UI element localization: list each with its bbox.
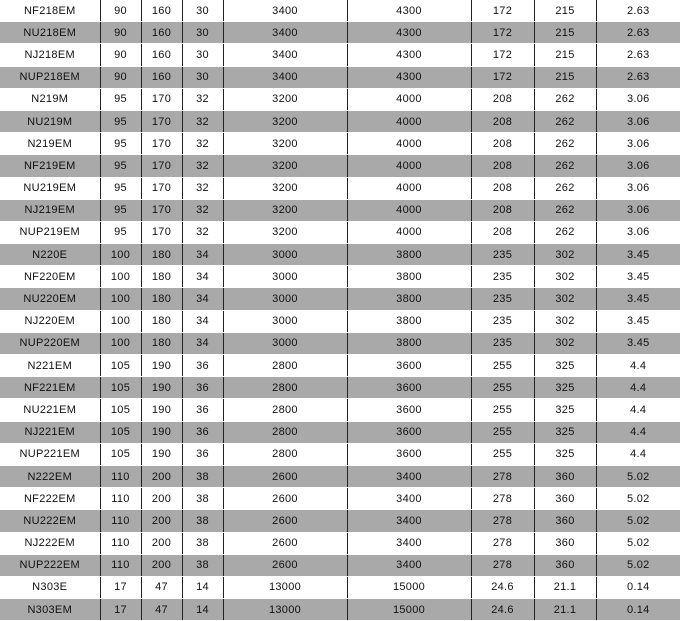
static-load-cell: 215 (534, 44, 596, 66)
model-cell: NU219M (0, 110, 100, 132)
table-row (0, 421, 680, 443)
limit-speed-grease-cell: 3000 (223, 288, 347, 310)
limit-speed-grease-cell: 3200 (223, 199, 347, 221)
static-load-cell: 360 (534, 465, 596, 487)
limit-speed-oil-cell: 3400 (347, 510, 471, 532)
limit-speed-oil-cell: 15000 (347, 599, 471, 621)
limit-speed-grease-cell: 2600 (223, 488, 347, 510)
width-b-cell: 34 (182, 288, 223, 310)
bore-d-cell: 100 (100, 244, 141, 266)
outer-d-cell: 190 (141, 421, 182, 443)
limit-speed-grease-cell: 13000 (223, 599, 347, 621)
width-b-cell: 36 (182, 421, 223, 443)
weight-cell: 5.02 (596, 465, 680, 487)
limit-speed-grease-cell: 3000 (223, 332, 347, 354)
bore-d-cell: 110 (100, 554, 141, 576)
bore-d-cell: 17 (100, 599, 141, 621)
limit-speed-oil-cell: 3400 (347, 532, 471, 554)
model-cell: NU220EM (0, 288, 100, 310)
limit-speed-oil-cell: 4000 (347, 133, 471, 155)
static-load-cell: 262 (534, 199, 596, 221)
model-cell: NF220EM (0, 266, 100, 288)
dynamic-load-cell: 255 (471, 443, 534, 465)
weight-cell: 4.4 (596, 443, 680, 465)
width-b-cell: 30 (182, 22, 223, 44)
dynamic-load-cell: 208 (471, 177, 534, 199)
limit-speed-grease-cell: 3200 (223, 88, 347, 110)
table-row (0, 177, 680, 199)
limit-speed-oil-cell: 4300 (347, 44, 471, 66)
model-cell: NUP221EM (0, 443, 100, 465)
outer-d-cell: 200 (141, 465, 182, 487)
outer-d-cell: 200 (141, 488, 182, 510)
weight-cell: 2.63 (596, 22, 680, 44)
weight-cell: 2.63 (596, 66, 680, 88)
weight-cell: 4.4 (596, 355, 680, 377)
table-row (0, 599, 680, 621)
bore-d-cell: 95 (100, 155, 141, 177)
static-load-cell: 325 (534, 443, 596, 465)
weight-cell: 5.02 (596, 488, 680, 510)
model-cell: N221EM (0, 355, 100, 377)
limit-speed-grease-cell: 3200 (223, 177, 347, 199)
dynamic-load-cell: 24.6 (471, 576, 534, 598)
weight-cell: 3.06 (596, 199, 680, 221)
weight-cell: 0.14 (596, 599, 680, 621)
limit-speed-oil-cell: 4000 (347, 221, 471, 243)
dynamic-load-cell: 208 (471, 110, 534, 132)
static-load-cell: 302 (534, 244, 596, 266)
bore-d-cell: 110 (100, 532, 141, 554)
width-b-cell: 32 (182, 199, 223, 221)
bore-d-cell: 105 (100, 399, 141, 421)
bore-d-cell: 95 (100, 88, 141, 110)
limit-speed-grease-cell: 2600 (223, 465, 347, 487)
limit-speed-oil-cell: 3800 (347, 266, 471, 288)
limit-speed-oil-cell: 4000 (347, 155, 471, 177)
bore-d-cell: 95 (100, 133, 141, 155)
dynamic-load-cell: 235 (471, 332, 534, 354)
table-row (0, 66, 680, 88)
model-cell: N222EM (0, 465, 100, 487)
table-row (0, 288, 680, 310)
outer-d-cell: 170 (141, 88, 182, 110)
bore-d-cell: 105 (100, 443, 141, 465)
width-b-cell: 36 (182, 443, 223, 465)
limit-speed-grease-cell: 2600 (223, 532, 347, 554)
bore-d-cell: 95 (100, 110, 141, 132)
outer-d-cell: 190 (141, 355, 182, 377)
static-load-cell: 302 (534, 310, 596, 332)
limit-speed-grease-cell: 3000 (223, 244, 347, 266)
table-row (0, 465, 680, 487)
width-b-cell: 38 (182, 488, 223, 510)
static-load-cell: 302 (534, 266, 596, 288)
limit-speed-oil-cell: 4300 (347, 66, 471, 88)
model-cell: N219M (0, 88, 100, 110)
outer-d-cell: 190 (141, 443, 182, 465)
width-b-cell: 38 (182, 532, 223, 554)
width-b-cell: 34 (182, 266, 223, 288)
table-row (0, 399, 680, 421)
model-cell: NJ222EM (0, 532, 100, 554)
outer-d-cell: 47 (141, 599, 182, 621)
limit-speed-oil-cell: 3600 (347, 399, 471, 421)
outer-d-cell: 170 (141, 221, 182, 243)
static-load-cell: 325 (534, 399, 596, 421)
outer-d-cell: 200 (141, 510, 182, 532)
limit-speed-oil-cell: 3400 (347, 488, 471, 510)
static-load-cell: 302 (534, 332, 596, 354)
limit-speed-grease-cell: 2800 (223, 355, 347, 377)
bore-d-cell: 100 (100, 266, 141, 288)
width-b-cell: 36 (182, 377, 223, 399)
limit-speed-oil-cell: 4300 (347, 0, 471, 22)
outer-d-cell: 170 (141, 177, 182, 199)
dynamic-load-cell: 255 (471, 355, 534, 377)
static-load-cell: 302 (534, 288, 596, 310)
bore-d-cell: 100 (100, 310, 141, 332)
model-cell: NF221EM (0, 377, 100, 399)
limit-speed-oil-cell: 3400 (347, 554, 471, 576)
table-row (0, 332, 680, 354)
dynamic-load-cell: 255 (471, 377, 534, 399)
outer-d-cell: 170 (141, 133, 182, 155)
width-b-cell: 36 (182, 399, 223, 421)
static-load-cell: 262 (534, 110, 596, 132)
table-row (0, 44, 680, 66)
static-load-cell: 325 (534, 421, 596, 443)
outer-d-cell: 180 (141, 310, 182, 332)
limit-speed-grease-cell: 2800 (223, 421, 347, 443)
static-load-cell: 325 (534, 355, 596, 377)
bore-d-cell: 95 (100, 221, 141, 243)
model-cell: NU219EM (0, 177, 100, 199)
dynamic-load-cell: 235 (471, 244, 534, 266)
static-load-cell: 21.1 (534, 576, 596, 598)
dynamic-load-cell: 278 (471, 488, 534, 510)
limit-speed-oil-cell: 4300 (347, 22, 471, 44)
limit-speed-grease-cell: 2800 (223, 377, 347, 399)
dynamic-load-cell: 24.6 (471, 599, 534, 621)
static-load-cell: 360 (534, 532, 596, 554)
dynamic-load-cell: 235 (471, 288, 534, 310)
limit-speed-oil-cell: 3600 (347, 377, 471, 399)
static-load-cell: 325 (534, 377, 596, 399)
table-row (0, 110, 680, 132)
width-b-cell: 14 (182, 599, 223, 621)
outer-d-cell: 160 (141, 66, 182, 88)
limit-speed-oil-cell: 3600 (347, 421, 471, 443)
model-cell: NUP222EM (0, 554, 100, 576)
model-cell: NF218EM (0, 0, 100, 22)
static-load-cell: 262 (534, 88, 596, 110)
outer-d-cell: 170 (141, 110, 182, 132)
weight-cell: 4.4 (596, 421, 680, 443)
table-row (0, 554, 680, 576)
outer-d-cell: 190 (141, 377, 182, 399)
limit-speed-grease-cell: 2800 (223, 399, 347, 421)
width-b-cell: 30 (182, 66, 223, 88)
table-row (0, 576, 680, 598)
dynamic-load-cell: 208 (471, 155, 534, 177)
weight-cell: 3.06 (596, 155, 680, 177)
limit-speed-grease-cell: 2800 (223, 443, 347, 465)
model-cell: NUP220EM (0, 332, 100, 354)
static-load-cell: 215 (534, 22, 596, 44)
width-b-cell: 32 (182, 110, 223, 132)
limit-speed-grease-cell: 3200 (223, 133, 347, 155)
bore-d-cell: 100 (100, 288, 141, 310)
static-load-cell: 215 (534, 0, 596, 22)
dynamic-load-cell: 278 (471, 554, 534, 576)
dynamic-load-cell: 208 (471, 88, 534, 110)
table-row (0, 510, 680, 532)
table-row (0, 266, 680, 288)
model-cell: N303E (0, 576, 100, 598)
table-row (0, 88, 680, 110)
static-load-cell: 21.1 (534, 599, 596, 621)
model-cell: NF219EM (0, 155, 100, 177)
limit-speed-oil-cell: 3800 (347, 288, 471, 310)
limit-speed-grease-cell: 3400 (223, 0, 347, 22)
weight-cell: 5.02 (596, 532, 680, 554)
model-cell: NJ218EM (0, 44, 100, 66)
width-b-cell: 38 (182, 554, 223, 576)
width-b-cell: 32 (182, 177, 223, 199)
weight-cell: 3.06 (596, 133, 680, 155)
dynamic-load-cell: 208 (471, 221, 534, 243)
static-load-cell: 262 (534, 221, 596, 243)
limit-speed-grease-cell: 3400 (223, 66, 347, 88)
static-load-cell: 262 (534, 133, 596, 155)
outer-d-cell: 180 (141, 332, 182, 354)
limit-speed-grease-cell: 3200 (223, 221, 347, 243)
bore-d-cell: 110 (100, 510, 141, 532)
bore-d-cell: 95 (100, 199, 141, 221)
outer-d-cell: 160 (141, 22, 182, 44)
dynamic-load-cell: 208 (471, 133, 534, 155)
model-cell: NJ221EM (0, 421, 100, 443)
dynamic-load-cell: 172 (471, 44, 534, 66)
outer-d-cell: 190 (141, 399, 182, 421)
bore-d-cell: 110 (100, 465, 141, 487)
bore-d-cell: 105 (100, 355, 141, 377)
static-load-cell: 262 (534, 177, 596, 199)
outer-d-cell: 170 (141, 199, 182, 221)
static-load-cell: 360 (534, 488, 596, 510)
model-cell: NJ219EM (0, 199, 100, 221)
bore-d-cell: 110 (100, 488, 141, 510)
limit-speed-grease-cell: 2600 (223, 510, 347, 532)
limit-speed-oil-cell: 4000 (347, 110, 471, 132)
model-cell: NUP218EM (0, 66, 100, 88)
outer-d-cell: 200 (141, 532, 182, 554)
width-b-cell: 36 (182, 355, 223, 377)
dynamic-load-cell: 172 (471, 0, 534, 22)
limit-speed-oil-cell: 3800 (347, 244, 471, 266)
dynamic-load-cell: 255 (471, 421, 534, 443)
weight-cell: 3.45 (596, 310, 680, 332)
model-cell: NUP219EM (0, 221, 100, 243)
width-b-cell: 34 (182, 310, 223, 332)
static-load-cell: 360 (534, 510, 596, 532)
limit-speed-oil-cell: 3800 (347, 332, 471, 354)
weight-cell: 3.06 (596, 88, 680, 110)
table-row (0, 443, 680, 465)
limit-speed-grease-cell: 3000 (223, 266, 347, 288)
limit-speed-oil-cell: 3600 (347, 443, 471, 465)
weight-cell: 3.45 (596, 332, 680, 354)
limit-speed-grease-cell: 3400 (223, 44, 347, 66)
model-cell: NU218EM (0, 22, 100, 44)
model-cell: NJ220EM (0, 310, 100, 332)
dynamic-load-cell: 278 (471, 532, 534, 554)
outer-d-cell: 180 (141, 266, 182, 288)
limit-speed-grease-cell: 3400 (223, 22, 347, 44)
weight-cell: 3.06 (596, 177, 680, 199)
dynamic-load-cell: 172 (471, 66, 534, 88)
width-b-cell: 30 (182, 44, 223, 66)
table-row (0, 221, 680, 243)
bore-d-cell: 95 (100, 177, 141, 199)
bore-d-cell: 17 (100, 576, 141, 598)
weight-cell: 4.4 (596, 399, 680, 421)
table-row (0, 532, 680, 554)
table-row (0, 22, 680, 44)
limit-speed-oil-cell: 3600 (347, 355, 471, 377)
weight-cell: 3.45 (596, 288, 680, 310)
limit-speed-oil-cell: 4000 (347, 88, 471, 110)
outer-d-cell: 160 (141, 44, 182, 66)
width-b-cell: 32 (182, 221, 223, 243)
bore-d-cell: 105 (100, 421, 141, 443)
dynamic-load-cell: 208 (471, 199, 534, 221)
table-row (0, 244, 680, 266)
table-row (0, 0, 680, 22)
limit-speed-grease-cell: 3000 (223, 310, 347, 332)
dynamic-load-cell: 235 (471, 266, 534, 288)
weight-cell: 4.4 (596, 377, 680, 399)
width-b-cell: 14 (182, 576, 223, 598)
table-row (0, 133, 680, 155)
bore-d-cell: 100 (100, 332, 141, 354)
static-load-cell: 360 (534, 554, 596, 576)
limit-speed-grease-cell: 13000 (223, 576, 347, 598)
limit-speed-oil-cell: 4000 (347, 177, 471, 199)
dynamic-load-cell: 278 (471, 510, 534, 532)
weight-cell: 3.06 (596, 221, 680, 243)
width-b-cell: 32 (182, 155, 223, 177)
limit-speed-oil-cell: 15000 (347, 576, 471, 598)
outer-d-cell: 200 (141, 554, 182, 576)
limit-speed-grease-cell: 3200 (223, 155, 347, 177)
bore-d-cell: 90 (100, 22, 141, 44)
weight-cell: 2.63 (596, 0, 680, 22)
width-b-cell: 38 (182, 510, 223, 532)
static-load-cell: 262 (534, 155, 596, 177)
model-cell: N303EM (0, 599, 100, 621)
limit-speed-oil-cell: 4000 (347, 199, 471, 221)
weight-cell: 5.02 (596, 554, 680, 576)
width-b-cell: 34 (182, 244, 223, 266)
outer-d-cell: 160 (141, 0, 182, 22)
weight-cell: 3.06 (596, 110, 680, 132)
dynamic-load-cell: 172 (471, 22, 534, 44)
weight-cell: 3.45 (596, 266, 680, 288)
bore-d-cell: 90 (100, 44, 141, 66)
width-b-cell: 30 (182, 0, 223, 22)
table-row (0, 488, 680, 510)
dynamic-load-cell: 255 (471, 399, 534, 421)
bore-d-cell: 105 (100, 377, 141, 399)
model-cell: N220E (0, 244, 100, 266)
table-row (0, 377, 680, 399)
table-row (0, 355, 680, 377)
outer-d-cell: 47 (141, 576, 182, 598)
table-row (0, 199, 680, 221)
weight-cell: 0.14 (596, 576, 680, 598)
table-row (0, 310, 680, 332)
model-cell: NU222EM (0, 510, 100, 532)
limit-speed-grease-cell: 3200 (223, 110, 347, 132)
static-load-cell: 215 (534, 66, 596, 88)
weight-cell: 2.63 (596, 44, 680, 66)
model-cell: N219EM (0, 133, 100, 155)
outer-d-cell: 180 (141, 288, 182, 310)
dynamic-load-cell: 235 (471, 310, 534, 332)
limit-speed-grease-cell: 2600 (223, 554, 347, 576)
dynamic-load-cell: 278 (471, 465, 534, 487)
limit-speed-oil-cell: 3800 (347, 310, 471, 332)
model-cell: NU221EM (0, 399, 100, 421)
width-b-cell: 34 (182, 332, 223, 354)
width-b-cell: 32 (182, 133, 223, 155)
bore-d-cell: 90 (100, 66, 141, 88)
limit-speed-oil-cell: 3400 (347, 465, 471, 487)
bore-d-cell: 90 (100, 0, 141, 22)
width-b-cell: 32 (182, 88, 223, 110)
outer-d-cell: 180 (141, 244, 182, 266)
model-cell: NF222EM (0, 488, 100, 510)
table-row (0, 155, 680, 177)
weight-cell: 3.45 (596, 244, 680, 266)
weight-cell: 5.02 (596, 510, 680, 532)
width-b-cell: 38 (182, 465, 223, 487)
outer-d-cell: 170 (141, 155, 182, 177)
